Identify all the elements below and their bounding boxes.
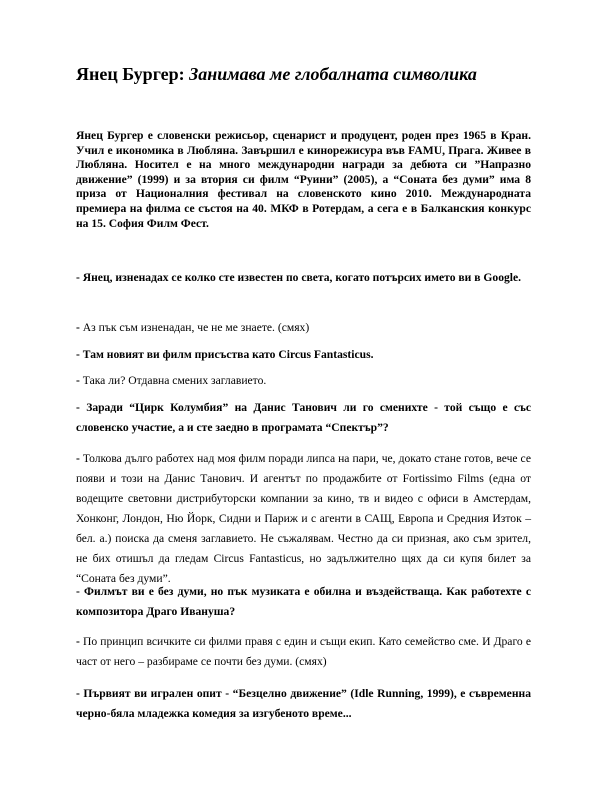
question-4: - Филмът ви е без думи, но пък музиката е обилна и въздействаща. Как работехте с композитора Драго Ивануша? xyxy=(76,585,531,618)
question-1: - Янец, изненадах се колко сте известен по света, когато потърсих името ви в Google. xyxy=(76,271,522,284)
page-title xyxy=(76,62,536,86)
answer-1 xyxy=(76,318,531,338)
answer-dash: - xyxy=(76,452,80,465)
question-5: - Първият ви игрален опит - “Безцелно движение” (Idle Running, 1999), е съвременна черно-бяла младежка комедия за изгубеното време... xyxy=(76,687,531,720)
title-name: Янец Бургер: xyxy=(76,64,185,84)
answer-dash: - xyxy=(76,374,80,387)
answer-text: Аз пък съм изненадан, че не ме знаете. (смях) xyxy=(79,321,310,334)
answer-2 xyxy=(76,371,531,391)
answer-4 xyxy=(76,632,531,672)
question-3: - Заради “Цирк Колумбия” на Данис Танович ли го сменихте - той също е със словенско участие, а и сте заедно в програмата “Спектър”? xyxy=(76,401,531,434)
answer-3 xyxy=(76,449,531,589)
answer-text: Толкова дълго работех над моя филм поради липса на пари, че, докато стане готов, вече се появи и този на Данис Танович. И агентът по продажбите от Fortissimo Films (една от водещите световни дистрибуторски компании за кино, тв и видео с офиси в Амстердам, Хонконг, Лондон, Ню Йорк, Сидни и Париж и с агенти в САЩ, Европа и Средния Изток – бел. а.) поиска да сменя заглавието. Не съжалявам. Честно да си призная, ако съм зрител, не бих отишъл да гледам Circus Fantasticus, но задължително щях да си купя билет за “Соната без думи”. xyxy=(76,452,531,585)
title-subtitle: Занимава ме глобалната символика xyxy=(189,64,477,84)
answer-text: По принцип всичките си филми правя с един и същи екип. Като семейство сме. И Драго е част от него – разбираме се почти без думи. (смях) xyxy=(76,635,531,668)
answer-text: Така ли? Отдавна смених заглавието. xyxy=(79,374,267,387)
answer-dash: - xyxy=(76,635,80,648)
answer-dash: - xyxy=(76,321,80,334)
question-2: - Там новият ви филм присъства като Circus Fantasticus. xyxy=(76,348,374,361)
intro-paragraph: Янец Бургер е словенски режисьор, сценарист и продуцент, роден през 1965 в Кран. Учил е икономика в Любляна. Завършил е кинорежисура във FAMU, Прага. Живее в Любляна. Носител е на много международни награди за дебюта си ”Напразно движение” (1999) и за втория си филм “Руини” (2005), а “Соната без думи” има 8 приза от Националния фестивал на словенското кино 2010. Международната премиера на филма се състоя на 40. МКФ в Ротердам, а сега е в Балканския конкурс на 15. София Филм Фест. xyxy=(76,129,531,230)
